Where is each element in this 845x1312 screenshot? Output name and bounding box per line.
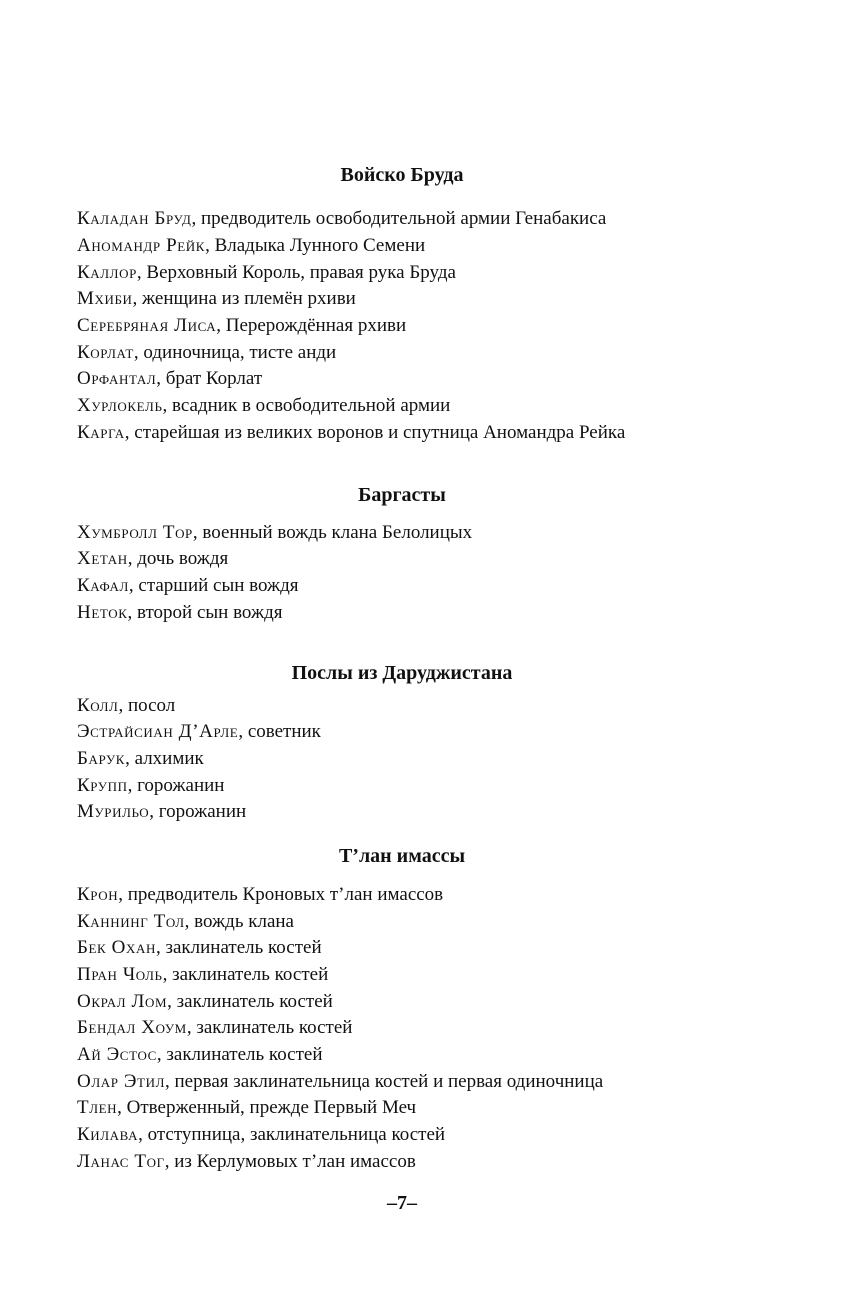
list-item bbox=[77, 520, 727, 547]
character-name: Мхиби bbox=[77, 288, 133, 309]
character-description: , заклинатель костей bbox=[167, 991, 333, 1012]
list-item bbox=[77, 989, 727, 1016]
character-description: , дочь вождя bbox=[127, 548, 229, 569]
character-description: , старейшая из великих воронов и спутница Аномандра Рейка bbox=[124, 422, 626, 443]
list-item bbox=[77, 746, 727, 773]
character-description: , горожанин bbox=[127, 775, 225, 796]
character-description: , заклинатель костей bbox=[186, 1017, 353, 1038]
character-name: Крупп bbox=[77, 775, 128, 796]
section-heading: Войско Бруда bbox=[340, 164, 464, 186]
list-item bbox=[77, 366, 727, 393]
character-description: , военный вождь клана Белолицых bbox=[192, 522, 473, 543]
character-description: , предводитель Кроновых т’лан имассов bbox=[118, 884, 444, 905]
list-item bbox=[77, 340, 727, 367]
character-name: Каллор bbox=[77, 262, 137, 283]
character-name: Мурильо bbox=[77, 801, 150, 822]
character-name: Бек Охан bbox=[77, 937, 156, 958]
character-name: Эстрайсиан Д’Арле bbox=[77, 721, 239, 742]
character-description: , заклинатель костей bbox=[155, 937, 322, 958]
character-description: , Отверженный, прежде Первый Меч bbox=[117, 1097, 417, 1118]
character-name: Хетан bbox=[77, 548, 128, 569]
character-description: , Перерождённая рхиви bbox=[216, 315, 407, 336]
character-description: , вождь клана bbox=[184, 911, 294, 932]
character-name: Олар Этил bbox=[77, 1071, 165, 1092]
list-item bbox=[77, 1069, 727, 1096]
character-name: Карга bbox=[77, 422, 125, 443]
character-description: , первая заклинательница костей и первая одиночница bbox=[165, 1071, 604, 1092]
character-name: Аномандр Рейк bbox=[77, 235, 206, 256]
list-item bbox=[77, 420, 727, 447]
character-name: Орфантал bbox=[77, 368, 157, 389]
character-name: Кафал bbox=[77, 575, 129, 596]
section-heading: Т’лан имассы bbox=[338, 845, 466, 867]
list-item bbox=[77, 719, 727, 746]
character-name: Килава bbox=[77, 1124, 139, 1145]
character-name: Барук bbox=[77, 748, 126, 769]
character-description: , предводитель освободительной армии Генабакиса bbox=[191, 208, 607, 229]
character-name: Корлат bbox=[77, 342, 134, 363]
character-name: Бендал Хоум bbox=[77, 1017, 187, 1038]
list-item bbox=[77, 393, 727, 420]
character-description: , всадник в освободительной армии bbox=[162, 395, 451, 416]
character-name: Пран Чоль bbox=[77, 964, 163, 985]
list-item bbox=[77, 573, 727, 600]
list-item bbox=[77, 206, 727, 233]
character-name: Крон bbox=[77, 884, 119, 905]
character-name: Ланас Тог bbox=[77, 1151, 165, 1172]
list-item bbox=[77, 233, 727, 260]
character-description: , Владыка Лунного Семени bbox=[205, 235, 426, 256]
list-item bbox=[77, 1149, 727, 1176]
list-item bbox=[77, 909, 727, 936]
character-name: Ай Эстос bbox=[77, 1044, 157, 1065]
character-description: , женщина из племён рхиви bbox=[132, 288, 356, 309]
page-number: –7– bbox=[387, 1192, 417, 1214]
list-item bbox=[77, 260, 727, 287]
character-description: , старший сын вождя bbox=[128, 575, 299, 596]
list-item bbox=[77, 313, 727, 340]
character-description: , советник bbox=[238, 721, 321, 742]
character-name: Хурлокель bbox=[77, 395, 163, 416]
list-item bbox=[77, 600, 727, 627]
list-item bbox=[77, 935, 727, 962]
character-description: , второй сын вождя bbox=[127, 602, 283, 623]
character-name: Неток bbox=[77, 602, 128, 623]
character-name: Колл bbox=[77, 695, 119, 716]
list-item bbox=[77, 1122, 727, 1149]
character-description: , из Керлумовых т’лан имассов bbox=[164, 1151, 416, 1172]
character-description: , горожанин bbox=[149, 801, 247, 822]
character-name: Каннинг Тол bbox=[77, 911, 185, 932]
list-item bbox=[77, 962, 727, 989]
list-item bbox=[77, 773, 727, 800]
list-item bbox=[77, 1015, 727, 1042]
list-item bbox=[77, 546, 727, 573]
character-name: Хумбролл Тор bbox=[77, 522, 193, 543]
character-name: Окрал Лом bbox=[77, 991, 168, 1012]
character-description: , заклинатель костей bbox=[162, 964, 329, 985]
list-item bbox=[77, 286, 727, 313]
character-description: , брат Корлат bbox=[156, 368, 263, 389]
character-name: Тлен bbox=[77, 1097, 118, 1118]
character-description: , посол bbox=[118, 695, 176, 716]
list-item bbox=[77, 1095, 727, 1122]
list-item bbox=[77, 693, 727, 720]
list-item bbox=[77, 799, 727, 826]
section-heading: Баргасты bbox=[358, 484, 446, 506]
list-item bbox=[77, 882, 727, 909]
character-name: Каладан Бруд bbox=[77, 208, 192, 229]
section-heading: Послы из Даруджистана bbox=[291, 662, 513, 684]
character-description: , алхимик bbox=[125, 748, 204, 769]
character-description: , Верховный Король, правая рука Бруда bbox=[136, 262, 456, 283]
character-description: , отступница, заклинательница костей bbox=[138, 1124, 446, 1145]
character-description: , одиночница, тисте анди bbox=[133, 342, 337, 363]
list-item bbox=[77, 1042, 727, 1069]
character-name: Серебряная Лиса bbox=[77, 315, 217, 336]
character-description: , заклинатель костей bbox=[156, 1044, 323, 1065]
